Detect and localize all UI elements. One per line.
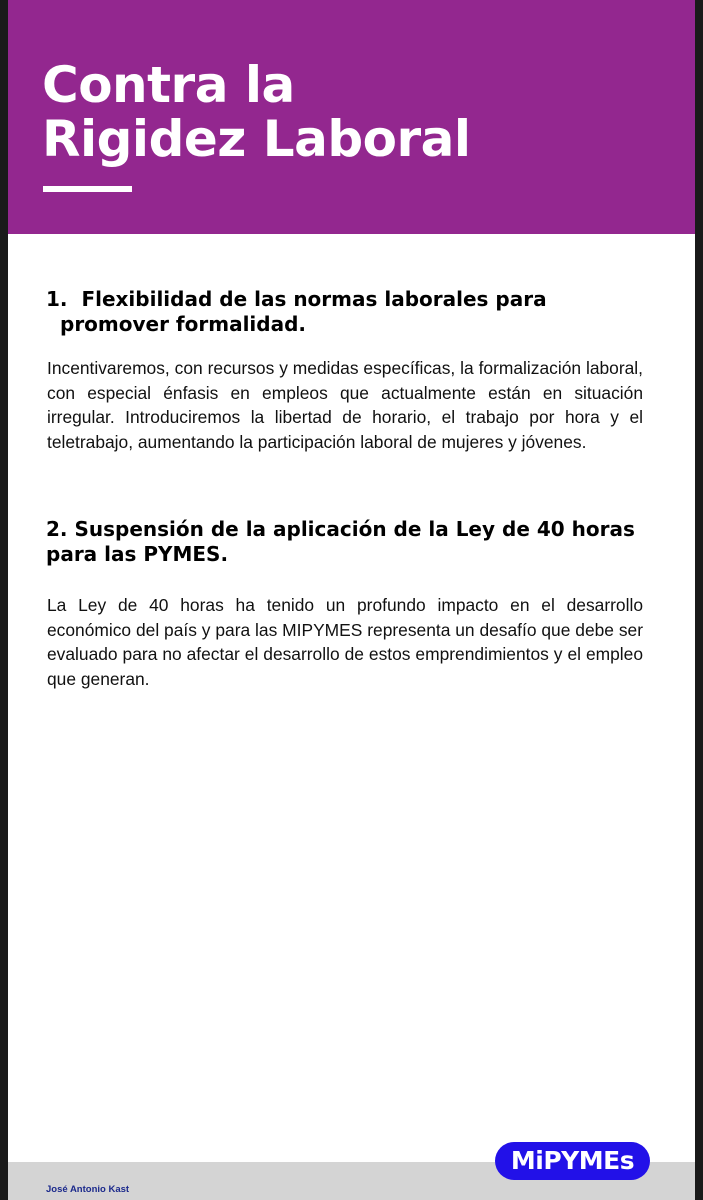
document-page xyxy=(8,0,695,1200)
section-2-body: La Ley de 40 horas ha tenido un profundo impacto en el desarrollo económico del país y para las MIPYMES representa un desafío que debe ser evaluado para no afectar el desarrollo de estos emprendimientos y el empleo que generan. xyxy=(47,595,643,689)
footer-author: José Antonio Kast xyxy=(46,1184,130,1195)
section-1-heading xyxy=(46,287,606,337)
page-title-line-2: Rigidez Laboral xyxy=(42,110,471,168)
page-title-line-1: Contra la xyxy=(42,56,295,114)
section-2-heading-line-1: 2. Suspensión de la aplicación de la Ley de 40 horas xyxy=(46,517,635,541)
section-2-heading-line-2: para las PYMES. xyxy=(46,542,229,566)
header-banner xyxy=(8,0,695,234)
page-title xyxy=(42,58,471,166)
right-edge xyxy=(695,0,703,1200)
section-1-body: Incentivaremos, con recursos y medidas específicas, la formalización laboral, con especial énfasis en empleos que actualmente están en situación irregular. Introduciremos la libertad de horario, el trabajo por hora y el teletrabajo, aumentando la participación laboral de mujeres y jóvenes. xyxy=(47,358,643,452)
section-1-heading-line-2: promover formalidad. xyxy=(60,312,307,336)
left-edge xyxy=(0,0,8,1200)
title-underline xyxy=(43,186,132,192)
section-2-heading xyxy=(46,517,656,567)
mipymes-logo: MiPYMEs xyxy=(495,1142,650,1180)
section-1-heading-line-1: 1. Flexibilidad de las normas laborales para xyxy=(46,287,547,311)
